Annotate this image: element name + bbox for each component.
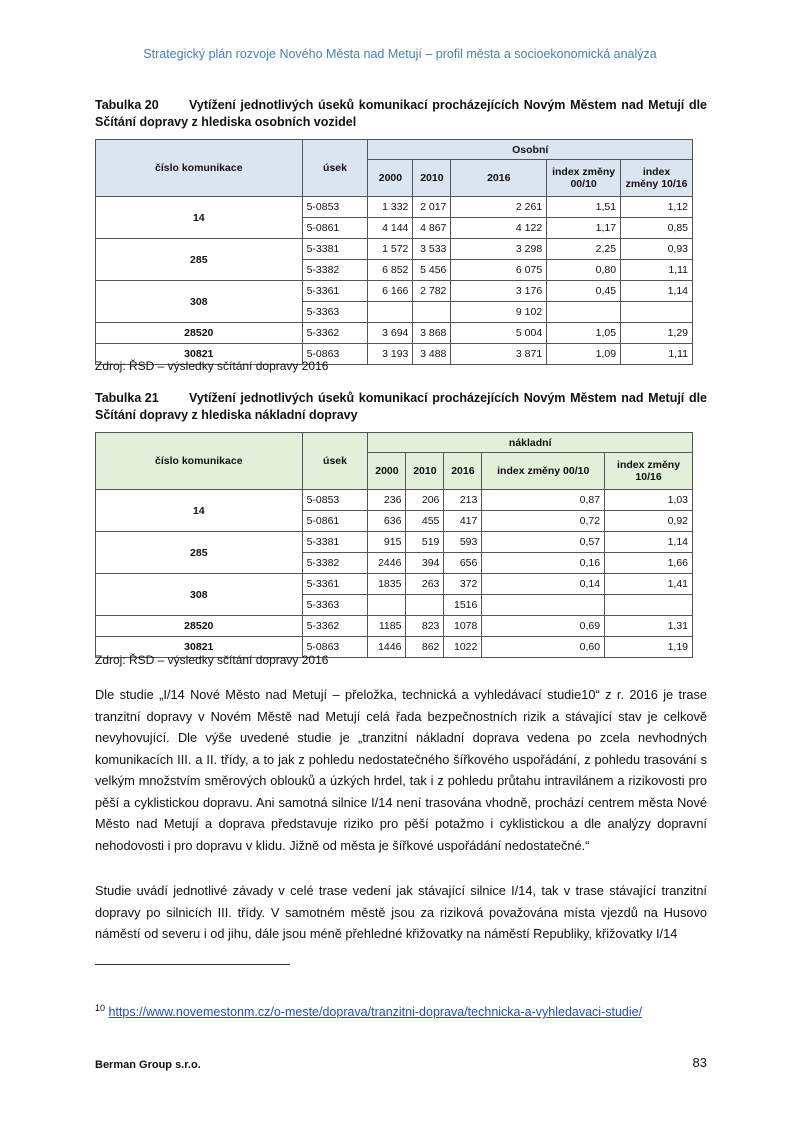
value-cell: 1516 (444, 595, 482, 616)
value-cell (368, 302, 413, 323)
section-cell: 5-0853 (302, 490, 368, 511)
value-cell: 3 176 (451, 281, 547, 302)
value-cell: 862 (406, 637, 444, 658)
value-cell (368, 595, 406, 616)
value-cell: 3 193 (368, 344, 413, 365)
value-cell: 455 (406, 511, 444, 532)
value-cell: 2 017 (413, 197, 451, 218)
value-cell (621, 302, 693, 323)
road-number-cell: 30821 (96, 344, 303, 365)
value-cell: 1 572 (368, 239, 413, 260)
value-cell: 1 332 (368, 197, 413, 218)
section-cell: 5-0853 (302, 197, 368, 218)
value-cell: 213 (444, 490, 482, 511)
table20-caption (95, 97, 707, 131)
value-cell: 1,29 (621, 323, 693, 344)
value-cell: 1446 (368, 637, 406, 658)
section-cell: 5-3361 (302, 281, 368, 302)
value-cell: 206 (406, 490, 444, 511)
value-cell: 263 (406, 574, 444, 595)
section-cell: 5-3382 (302, 553, 368, 574)
table-row (96, 197, 693, 218)
table20-header-2010: 2010 (413, 160, 451, 197)
value-cell: 0,16 (482, 553, 605, 574)
table21-caption (95, 390, 707, 424)
value-cell: 5 004 (451, 323, 547, 344)
value-cell: 6 075 (451, 260, 547, 281)
table20-title: Vytížení jednotlivých úseků komunikací procházejících Novým Městem nad Metují dle Sčítání dopravy z hlediska osobních vozidel (95, 98, 707, 129)
section-cell: 5-0863 (302, 344, 368, 365)
value-cell: 636 (368, 511, 406, 532)
road-number-cell: 285 (96, 239, 303, 281)
page-header: Strategický plán rozvoje Nového Města nad Metují – profil města a socioekonomická analýza (143, 47, 657, 61)
table21-header-2000: 2000 (368, 453, 406, 490)
value-cell: 3 488 (413, 344, 451, 365)
table20 (95, 139, 693, 365)
value-cell: 823 (406, 616, 444, 637)
value-cell: 1,03 (605, 490, 693, 511)
value-cell: 3 868 (413, 323, 451, 344)
value-cell (482, 595, 605, 616)
value-cell (547, 302, 621, 323)
table20-header-usek: úsek (302, 140, 368, 197)
value-cell: 1,14 (605, 532, 693, 553)
table20-header-index-00-10: index změny 00/10 (547, 160, 621, 197)
value-cell: 372 (444, 574, 482, 595)
table20-header-2016: 2016 (451, 160, 547, 197)
value-cell: 0,57 (482, 532, 605, 553)
value-cell: 519 (406, 532, 444, 553)
value-cell: 0,92 (605, 511, 693, 532)
value-cell: 5 456 (413, 260, 451, 281)
value-cell: 0,72 (482, 511, 605, 532)
table-row (96, 574, 693, 595)
table20-label: Tabulka 20 (95, 98, 159, 112)
table-row (96, 616, 693, 637)
table21-header-usek: úsek (302, 433, 368, 490)
value-cell: 0,45 (547, 281, 621, 302)
page-number: 83 (692, 1055, 707, 1070)
value-cell: 4 867 (413, 218, 451, 239)
value-cell: 1022 (444, 637, 482, 658)
value-cell: 0,60 (482, 637, 605, 658)
paragraph-study-quote: Dle studie „I/14 Nové Město nad Metují – přeložka, technická a vyhledávací studie10“ z r. 2016 je trase tranzitní dopravy v Novém Městě nad Metují celá řada bezpečnostních rizik a stávající stav je celkově nevyhovující. Dle výše uvedené studie je „tranzitní nákladní doprava vedena po zcela nevhodných komunikacích III. a II. třídy, a to jak z pohledu nedostatečného šířkového uspořádání, z pohledu trasování s velkým množstvím směrových oblouků a úzkých hrdel, tak i z pohledu průtahu intravilánem a rizikovosti pro pěší a cyklistickou dopravu. Ani samotná silnice I/14 není trasována vhodně, prochází centrem města Nové Město nad Metují a doprava představuje riziko pro pěší potažmo i cyklistickou a dle analýzy dopravní nehodovosti i pro dopravu v klidu. Jižně od města je šířkové uspořádání nedostatečné.“ (95, 687, 707, 853)
value-cell: 3 298 (451, 239, 547, 260)
table20-header-index-10-16: index změny 10/16 (621, 160, 693, 197)
value-cell: 1,12 (621, 197, 693, 218)
value-cell: 9 102 (451, 302, 547, 323)
road-number-cell: 308 (96, 281, 303, 323)
table21-label: Tabulka 21 (95, 391, 159, 405)
section-cell: 5-3362 (302, 616, 368, 637)
section-cell: 5-0861 (302, 511, 368, 532)
value-cell: 1,09 (547, 344, 621, 365)
value-cell: 3 533 (413, 239, 451, 260)
value-cell: 2,25 (547, 239, 621, 260)
value-cell: 4 122 (451, 218, 547, 239)
section-cell: 5-3363 (302, 302, 368, 323)
footnote-separator (95, 964, 290, 965)
road-number-cell: 308 (96, 574, 303, 616)
table20-header-2000: 2000 (368, 160, 413, 197)
value-cell (413, 302, 451, 323)
table20-body (96, 197, 693, 365)
footnote-link[interactable]: https://www.novemestonm.cz/o-meste/doprava/tranzitni-doprava/technicka-a-vyhledavaci-studie/ (108, 1005, 643, 1020)
table21-body (96, 490, 693, 658)
section-cell: 5-3363 (302, 595, 368, 616)
footer-company: Berman Group s.r.o. (95, 1059, 201, 1071)
table-row (96, 239, 693, 260)
section-cell: 5-0861 (302, 218, 368, 239)
table20-source: Zdroj: ŘSD – výsledky sčítání dopravy 2016 (95, 359, 329, 373)
table-row (96, 490, 693, 511)
value-cell: 1835 (368, 574, 406, 595)
road-number-cell: 14 (96, 197, 303, 239)
table21-header-index-00-10: index změny 00/10 (482, 453, 605, 490)
value-cell: 1,51 (547, 197, 621, 218)
table-row (96, 532, 693, 553)
value-cell: 593 (444, 532, 482, 553)
table21-header-2016: 2016 (444, 453, 482, 490)
value-cell: 0,14 (482, 574, 605, 595)
section-cell: 5-3362 (302, 323, 368, 344)
value-cell: 1,05 (547, 323, 621, 344)
table20-header-komunikace: číslo komunikace (96, 140, 303, 197)
table21-header-2010: 2010 (406, 453, 444, 490)
value-cell: 1,11 (621, 344, 693, 365)
value-cell: 2446 (368, 553, 406, 574)
table21 (95, 432, 693, 658)
value-cell: 2 782 (413, 281, 451, 302)
value-cell: 0,80 (547, 260, 621, 281)
value-cell: 1,14 (621, 281, 693, 302)
table21-header-index-10-16: index změny 10/16 (605, 453, 693, 490)
value-cell (605, 595, 693, 616)
value-cell: 1,17 (547, 218, 621, 239)
table-row (96, 323, 693, 344)
value-cell: 1078 (444, 616, 482, 637)
value-cell: 0,87 (482, 490, 605, 511)
value-cell: 4 144 (368, 218, 413, 239)
value-cell: 915 (368, 532, 406, 553)
table-row (96, 281, 693, 302)
value-cell: 1185 (368, 616, 406, 637)
value-cell: 656 (444, 553, 482, 574)
footnote-number: 10 (95, 1003, 106, 1013)
value-cell: 2 261 (451, 197, 547, 218)
section-cell: 5-3381 (302, 239, 368, 260)
value-cell: 1,41 (605, 574, 693, 595)
value-cell: 0,93 (621, 239, 693, 260)
table21-header-komunikace: číslo komunikace (96, 433, 303, 490)
table21-header-group: nákladní (368, 433, 693, 453)
value-cell: 6 852 (368, 260, 413, 281)
table21-title: Vytížení jednotlivých úseků komunikací procházejících Novým Městem nad Metují dle Sčítání dopravy z hlediska nákladní dopravy (95, 391, 707, 422)
section-cell: 5-0863 (302, 637, 368, 658)
value-cell: 0,85 (621, 218, 693, 239)
value-cell: 0,69 (482, 616, 605, 637)
table21-source: Zdroj: ŘSD – výsledky sčítání dopravy 2016 (95, 653, 329, 667)
value-cell: 1,31 (605, 616, 693, 637)
value-cell: 1,19 (605, 637, 693, 658)
road-number-cell: 28520 (96, 616, 303, 637)
value-cell: 3 871 (451, 344, 547, 365)
road-number-cell: 285 (96, 532, 303, 574)
value-cell: 3 694 (368, 323, 413, 344)
section-cell: 5-3381 (302, 532, 368, 553)
value-cell: 6 166 (368, 281, 413, 302)
value-cell: 236 (368, 490, 406, 511)
value-cell: 417 (444, 511, 482, 532)
section-cell: 5-3382 (302, 260, 368, 281)
road-number-cell: 30821 (96, 637, 303, 658)
value-cell: 1,11 (621, 260, 693, 281)
road-number-cell: 28520 (96, 323, 303, 344)
footnote (95, 1003, 642, 1019)
section-cell: 5-3361 (302, 574, 368, 595)
value-cell: 1,66 (605, 553, 693, 574)
road-number-cell: 14 (96, 490, 303, 532)
table20-header-group: Osobní (368, 140, 693, 160)
paragraph-study-defects: Studie uvádí jednotlivé závady v celé trase vedení jak stávající silnice I/14, tak v trase stávající tranzitní dopravy po silnicích III. třídy. V samotném městě jsou za riziková považována místa vjezdů na Husovo náměstí od severu i od jihu, dále jsou méně přehledné křižovatky na náměstí Republiky, křižovatky I/14 (95, 883, 707, 941)
value-cell: 394 (406, 553, 444, 574)
value-cell (406, 595, 444, 616)
